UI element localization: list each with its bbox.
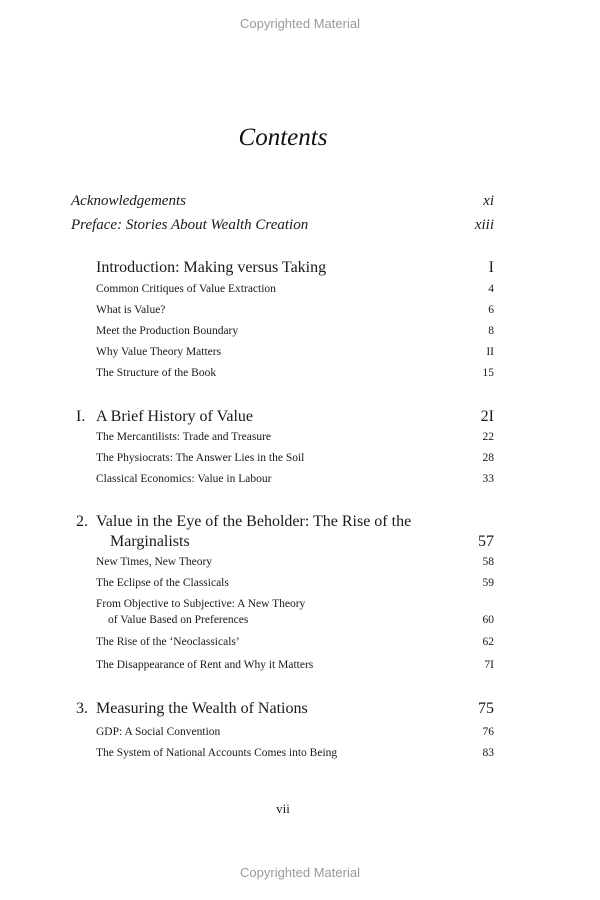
toc-page-number: 2I <box>480 408 494 425</box>
toc-page-number: 57 <box>478 533 494 550</box>
toc-page-number: 7I <box>484 659 494 671</box>
toc-page-number: II <box>486 346 494 358</box>
toc-page-number: 75 <box>478 700 494 717</box>
toc-page-number: 6 <box>488 304 494 316</box>
section-label: Meet the Production Boundary <box>96 325 239 337</box>
toc-page-number: xiii <box>474 217 494 233</box>
toc-label: Acknowledgements <box>71 193 186 209</box>
chapter-number: 3. <box>76 700 88 717</box>
section-label: The Physiocrats: The Answer Lies in the Soil <box>96 452 305 464</box>
toc-page-number: I <box>488 259 494 276</box>
toc-page-number: 59 <box>482 577 494 589</box>
section-label: Classical Economics: Value in Labour <box>96 473 272 485</box>
chapter-title: Introduction: Making versus Taking <box>96 259 327 276</box>
toc-page-number: 28 <box>482 452 494 464</box>
toc-page-number: 8 <box>488 325 494 337</box>
toc-page-number: 83 <box>482 747 494 759</box>
chapter-title: A Brief History of Value <box>96 408 254 425</box>
toc-page-number: 76 <box>482 726 494 738</box>
toc-page-number: 4 <box>488 283 494 295</box>
toc-page-number: 60 <box>482 614 494 626</box>
section-label: From Objective to Subjective: A New Theory <box>96 598 306 610</box>
toc-page-number: 22 <box>482 431 494 443</box>
section-label: Why Value Theory Matters <box>96 346 222 358</box>
section-label: The Disappearance of Rent and Why it Matters <box>96 659 314 671</box>
chapter-number: 2. <box>76 513 88 530</box>
section-label: The Eclipse of the Classicals <box>96 577 229 589</box>
chapter-title: Measuring the Wealth of Nations <box>96 700 308 717</box>
section-label: The Structure of the Book <box>96 367 217 379</box>
toc-page-number: 15 <box>482 367 494 379</box>
copyright-watermark-top: Copyrighted Material <box>240 16 360 31</box>
toc-page-number: xi <box>483 193 494 209</box>
section-label: The Mercantilists: Trade and Treasure <box>96 431 272 443</box>
page-folio: vii <box>276 801 290 816</box>
toc-label: Preface: Stories About Wealth Creation <box>71 217 309 233</box>
section-label: The Rise of the ‘Neoclassicals’ <box>96 636 240 648</box>
chapter-title-line1: Value in the Eye of the Beholder: The Rise of the <box>96 513 412 530</box>
section-label: Common Critiques of Value Extraction <box>96 283 276 295</box>
chapter-number: I. <box>76 408 86 425</box>
toc-page-number: 33 <box>482 473 494 485</box>
toc-page-number: 62 <box>482 636 494 648</box>
copyright-watermark-bottom: Copyrighted Material <box>240 865 360 880</box>
section-label: GDP: A Social Convention <box>96 726 221 738</box>
toc-page-number: 58 <box>482 556 494 568</box>
page-title: Contents <box>238 124 328 151</box>
section-label-line2: of Value Based on Preferences <box>108 614 249 626</box>
section-label: What is Value? <box>96 304 166 316</box>
section-label: The System of National Accounts Comes into Being <box>96 747 338 759</box>
section-label: New Times, New Theory <box>96 556 213 568</box>
chapter-title-line2: Marginalists <box>110 533 190 550</box>
